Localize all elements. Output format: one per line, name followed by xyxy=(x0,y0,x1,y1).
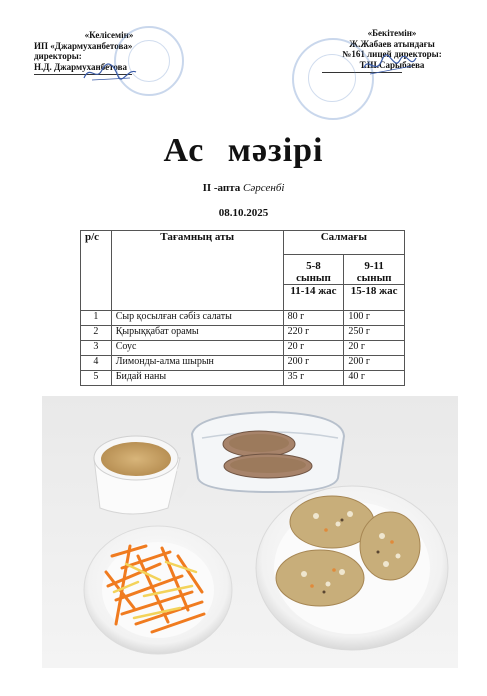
meal-photo xyxy=(42,396,458,668)
header-portion: Салмағы xyxy=(283,231,404,255)
approval-right-line3: №161 лицей директоры: xyxy=(342,49,442,59)
row-num: 3 xyxy=(81,341,112,356)
salad-plate xyxy=(84,526,232,654)
header-group1-age: 11-14 жас xyxy=(283,285,344,311)
stamp-right xyxy=(292,38,374,120)
header-group1-grade: 5-8 сынып xyxy=(283,255,344,285)
weekday-label: Сәрсенбі xyxy=(243,182,285,194)
table-row xyxy=(81,356,405,371)
row-weight-group2: 200 г xyxy=(344,356,405,371)
approval-left-line4: Н.Д. Джармуханбетова xyxy=(34,61,128,72)
row-weight-group1: 35 г xyxy=(283,371,344,386)
page-title: Ас мәзірі xyxy=(163,132,324,169)
row-dish: Сыр қосылған сәбіз салаты xyxy=(111,311,283,326)
signature-left xyxy=(80,60,140,84)
table-row xyxy=(81,311,405,326)
approval-left-line1: «Келісемін» xyxy=(84,30,134,40)
header-num: р/с xyxy=(81,231,112,311)
row-dish: Қырыққабат орамы xyxy=(111,326,283,341)
table-row xyxy=(81,341,405,356)
header-group2-age: 15-18 жас xyxy=(344,285,405,311)
row-weight-group1: 200 г xyxy=(283,356,344,371)
menu-table xyxy=(80,230,405,386)
bread-basket xyxy=(192,412,344,492)
week-line xyxy=(0,182,487,194)
approval-right-line4: Т.Ш.Сарыбаева xyxy=(359,59,425,70)
tea-cup xyxy=(94,436,186,514)
row-weight-group2: 250 г xyxy=(344,326,405,341)
approval-left-line3: директоры: xyxy=(34,51,82,61)
approval-right-line2: Ж.Жабаев атындағы xyxy=(349,38,435,49)
table-row xyxy=(81,371,405,386)
approval-right-line1: «Бекітемін» xyxy=(367,28,417,38)
row-num: 1 xyxy=(81,311,112,326)
table-row xyxy=(81,326,405,341)
signature-right xyxy=(360,52,420,78)
meal-photo-drawing xyxy=(42,396,458,668)
row-num: 5 xyxy=(81,371,112,386)
row-weight-group2: 40 г xyxy=(344,371,405,386)
row-num: 2 xyxy=(81,326,112,341)
approval-left-line2: ИП «Джармуханбетова» xyxy=(34,40,133,51)
row-weight-group2: 100 г xyxy=(344,311,405,326)
row-dish: Лимонды-алма шырын xyxy=(111,356,283,371)
row-dish: Соус xyxy=(111,341,283,356)
row-weight-group2: 20 г xyxy=(344,341,405,356)
header-group2-grade: 9-11 сынып xyxy=(344,255,405,285)
menu-date: 08.10.2025 xyxy=(218,207,269,219)
cabbage-roll-plate xyxy=(256,486,448,650)
row-weight-group1: 20 г xyxy=(283,341,344,356)
header-name: Тағамның аты xyxy=(111,231,283,311)
row-weight-group1: 80 г xyxy=(283,311,344,326)
row-num: 4 xyxy=(81,356,112,371)
row-weight-group1: 220 г xyxy=(283,326,344,341)
week-label: II -апта xyxy=(202,182,241,194)
row-dish: Бидай наны xyxy=(111,371,283,386)
